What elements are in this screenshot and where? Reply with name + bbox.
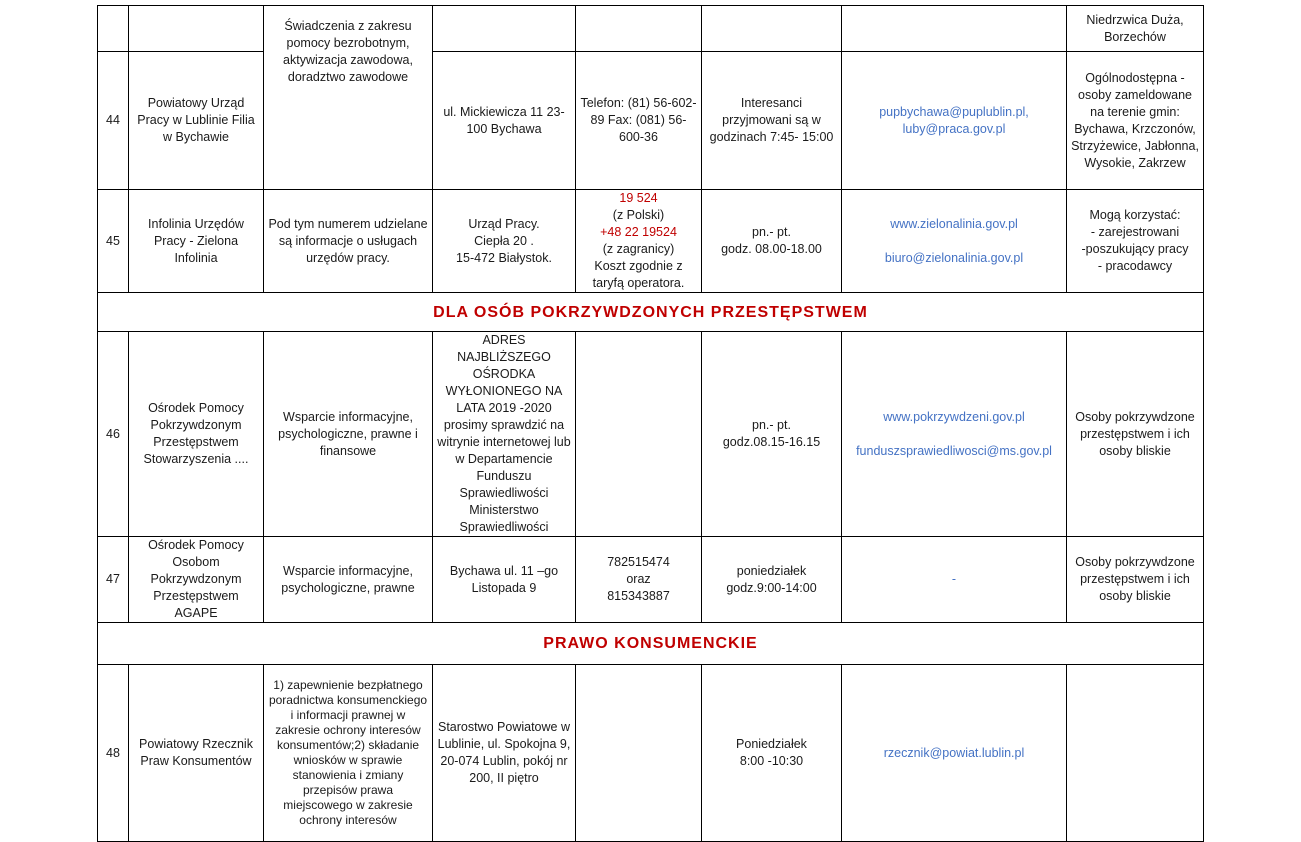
address-line: Urząd Pracy. bbox=[468, 216, 540, 231]
section-row bbox=[98, 293, 1204, 332]
section-title: PRAWO KONSUMENCKIE bbox=[98, 623, 1204, 665]
hours-time: godz. 08.00-18.00 bbox=[721, 242, 822, 256]
cell-num: 47 bbox=[98, 537, 129, 623]
cell-hours bbox=[702, 6, 842, 52]
cell-phone: Telefon: (81) 56-602-89 Fax: (081) 56-600-36 bbox=[576, 52, 702, 190]
table-row-43 bbox=[98, 6, 1204, 52]
phone-number: 782515474 bbox=[607, 555, 670, 569]
cell-contact bbox=[842, 332, 1067, 537]
hours-days: poniedziałek bbox=[736, 563, 807, 578]
address-line: 15-472 Białystok. bbox=[456, 250, 552, 265]
cell-hours bbox=[702, 537, 842, 623]
cell-contact bbox=[842, 665, 1067, 842]
hours-days: pn.- pt. bbox=[752, 418, 791, 432]
spacer bbox=[845, 426, 1063, 443]
spacer bbox=[845, 233, 1063, 250]
email-link[interactable]: rzecznik@powiat.lublin.pl bbox=[883, 745, 1025, 760]
section-title: DLA OSÓB POKRZYWDZONYCH PRZESTĘPSTWEM bbox=[98, 293, 1204, 332]
phone-note: oraz bbox=[626, 572, 651, 586]
cell-address: ADRES NAJBLIŻSZEGO OŚRODKA WYŁONIONEGO NA LATA 2019 -2020 prosimy sprawdzić na witrynie internetowej lub w Departamencie Funduszu Sprawiedliwości Ministerstwo Sprawiedliwości bbox=[433, 332, 576, 537]
phone-number: 19 524 bbox=[619, 191, 658, 205]
cell-who: Niedrzwica Duża, Borzechów bbox=[1067, 6, 1204, 52]
table-row-44 bbox=[98, 52, 1204, 190]
cell-name: Powiatowy Urząd Pracy w Lublinie Filia w Bychawie bbox=[129, 52, 264, 190]
cell-desc: Wsparcie informacyjne, psychologiczne, prawne bbox=[264, 537, 433, 623]
cell-who: Ogólnodostępna - osoby zameldowane na terenie gmin: Bychawa, Krzczonów, Strzyżewice, Jabłonna, Wysokie, Zakrzew bbox=[1067, 52, 1204, 190]
website-link[interactable]: www.pokrzywdzeni.gov.pl bbox=[883, 409, 1025, 424]
cell-name: Ośrodek Pomocy Osobom Pokrzywdzonym Przestępstwem AGAPE bbox=[129, 537, 264, 623]
cell-contact bbox=[842, 52, 1067, 190]
cell-num: 48 bbox=[98, 665, 129, 842]
cell-phone bbox=[576, 190, 702, 293]
cell-address bbox=[433, 190, 576, 293]
cell-desc: Świadczenia z zakresu pomocy bezrobotnym, aktywizacja zawodowa, doradztwo zawodowe bbox=[264, 6, 433, 190]
cell-name: Powiatowy Rzecznik Praw Konsumentów bbox=[129, 665, 264, 842]
phone-number: 815343887 bbox=[607, 589, 670, 603]
email-link[interactable]: biuro@zielonalinia.gov.pl bbox=[884, 250, 1024, 265]
cell-desc: Pod tym numerem udzielane są informacje o usługach urzędów pracy. bbox=[264, 190, 433, 293]
cell-address: Bychawa ul. 11 –go Listopada 9 bbox=[433, 537, 576, 623]
cell-address bbox=[433, 6, 576, 52]
table-row-48 bbox=[98, 665, 1204, 842]
hours-time: 8:00 -10:30 bbox=[739, 754, 804, 768]
phone-note: (z zagranicy) bbox=[602, 242, 675, 256]
cell-num bbox=[98, 6, 129, 52]
hours-time: godz.08.15-16.15 bbox=[722, 435, 821, 449]
hours-days: Poniedziałek bbox=[736, 737, 807, 751]
cell-who bbox=[1067, 665, 1204, 842]
cell-num: 45 bbox=[98, 190, 129, 293]
cell-address: Starostwo Powiatowe w Lublinie, ul. Spokojna 9, 20-074 Lublin, pokój nr 200, II piętro bbox=[433, 665, 576, 842]
cell-who: Osoby pokrzywdzone przestępstwem i ich osoby bliskie bbox=[1067, 332, 1204, 537]
who-line: - pracodawcy bbox=[1097, 259, 1173, 273]
phone-note: Koszt zgodnie z taryfą operatora. bbox=[592, 259, 685, 290]
cell-phone bbox=[576, 665, 702, 842]
cell-num: 46 bbox=[98, 332, 129, 537]
who-line: - zarejestrowani bbox=[1090, 225, 1180, 239]
section-row bbox=[98, 623, 1204, 665]
cell-phone bbox=[576, 537, 702, 623]
contact-dash: - bbox=[951, 572, 957, 586]
website-link[interactable]: www.zielonalinia.gov.pl bbox=[890, 216, 1018, 231]
cell-contact bbox=[842, 6, 1067, 52]
cell-address: ul. Mickiewicza 11 23-100 Bychawa bbox=[433, 52, 576, 190]
email-link[interactable]: funduszsprawiedliwosci@ms.gov.pl bbox=[856, 443, 1052, 458]
cell-hours: Interesanci przyjmowani są w godzinach 7:45- 15:00 bbox=[702, 52, 842, 190]
table-row-46 bbox=[98, 332, 1204, 537]
cell-contact bbox=[842, 537, 1067, 623]
table-row-47 bbox=[98, 537, 1204, 623]
hours-days: pn.- pt. bbox=[752, 225, 791, 239]
cell-who bbox=[1067, 190, 1204, 293]
cell-contact bbox=[842, 190, 1067, 293]
cell-desc: 1) zapewnienie bezpłatnego poradnictwa konsumenckiego i informacji prawnej w zakresie ochrony interesów konsumentów;2) składanie wniosków w sprawie stanowienia i zmiany przepisów prawa miejscowego w zakresie ochrony interesów bbox=[264, 665, 433, 842]
cell-phone bbox=[576, 332, 702, 537]
institutions-table bbox=[97, 5, 1204, 842]
who-line: Mogą korzystać: bbox=[1089, 208, 1181, 222]
cell-hours bbox=[702, 190, 842, 293]
who-line: -poszukujący pracy bbox=[1081, 242, 1189, 256]
hours-time: godz.9:00-14:00 bbox=[726, 580, 817, 595]
phone-note: (z Polski) bbox=[612, 208, 665, 222]
cell-hours bbox=[702, 332, 842, 537]
cell-hours bbox=[702, 665, 842, 842]
cell-phone bbox=[576, 6, 702, 52]
cell-name: Infolinia Urzędów Pracy - Zielona Infolinia bbox=[129, 190, 264, 293]
email-link[interactable]: pupbychawa@puplublin.pl, luby@praca.gov.pl bbox=[879, 104, 1029, 136]
cell-who: Osoby pokrzywdzone przestępstwem i ich osoby bliskie bbox=[1067, 537, 1204, 623]
cell-name bbox=[129, 6, 264, 52]
cell-num: 44 bbox=[98, 52, 129, 190]
cell-name: Ośrodek Pomocy Pokrzywdzonym Przestępstwem Stowarzyszenia .... bbox=[129, 332, 264, 537]
table-row-45 bbox=[98, 190, 1204, 293]
cell-desc: Wsparcie informacyjne, psychologiczne, prawne i finansowe bbox=[264, 332, 433, 537]
address-line: Ciepła 20 . bbox=[474, 233, 534, 248]
phone-number: +48 22 19524 bbox=[600, 225, 677, 239]
